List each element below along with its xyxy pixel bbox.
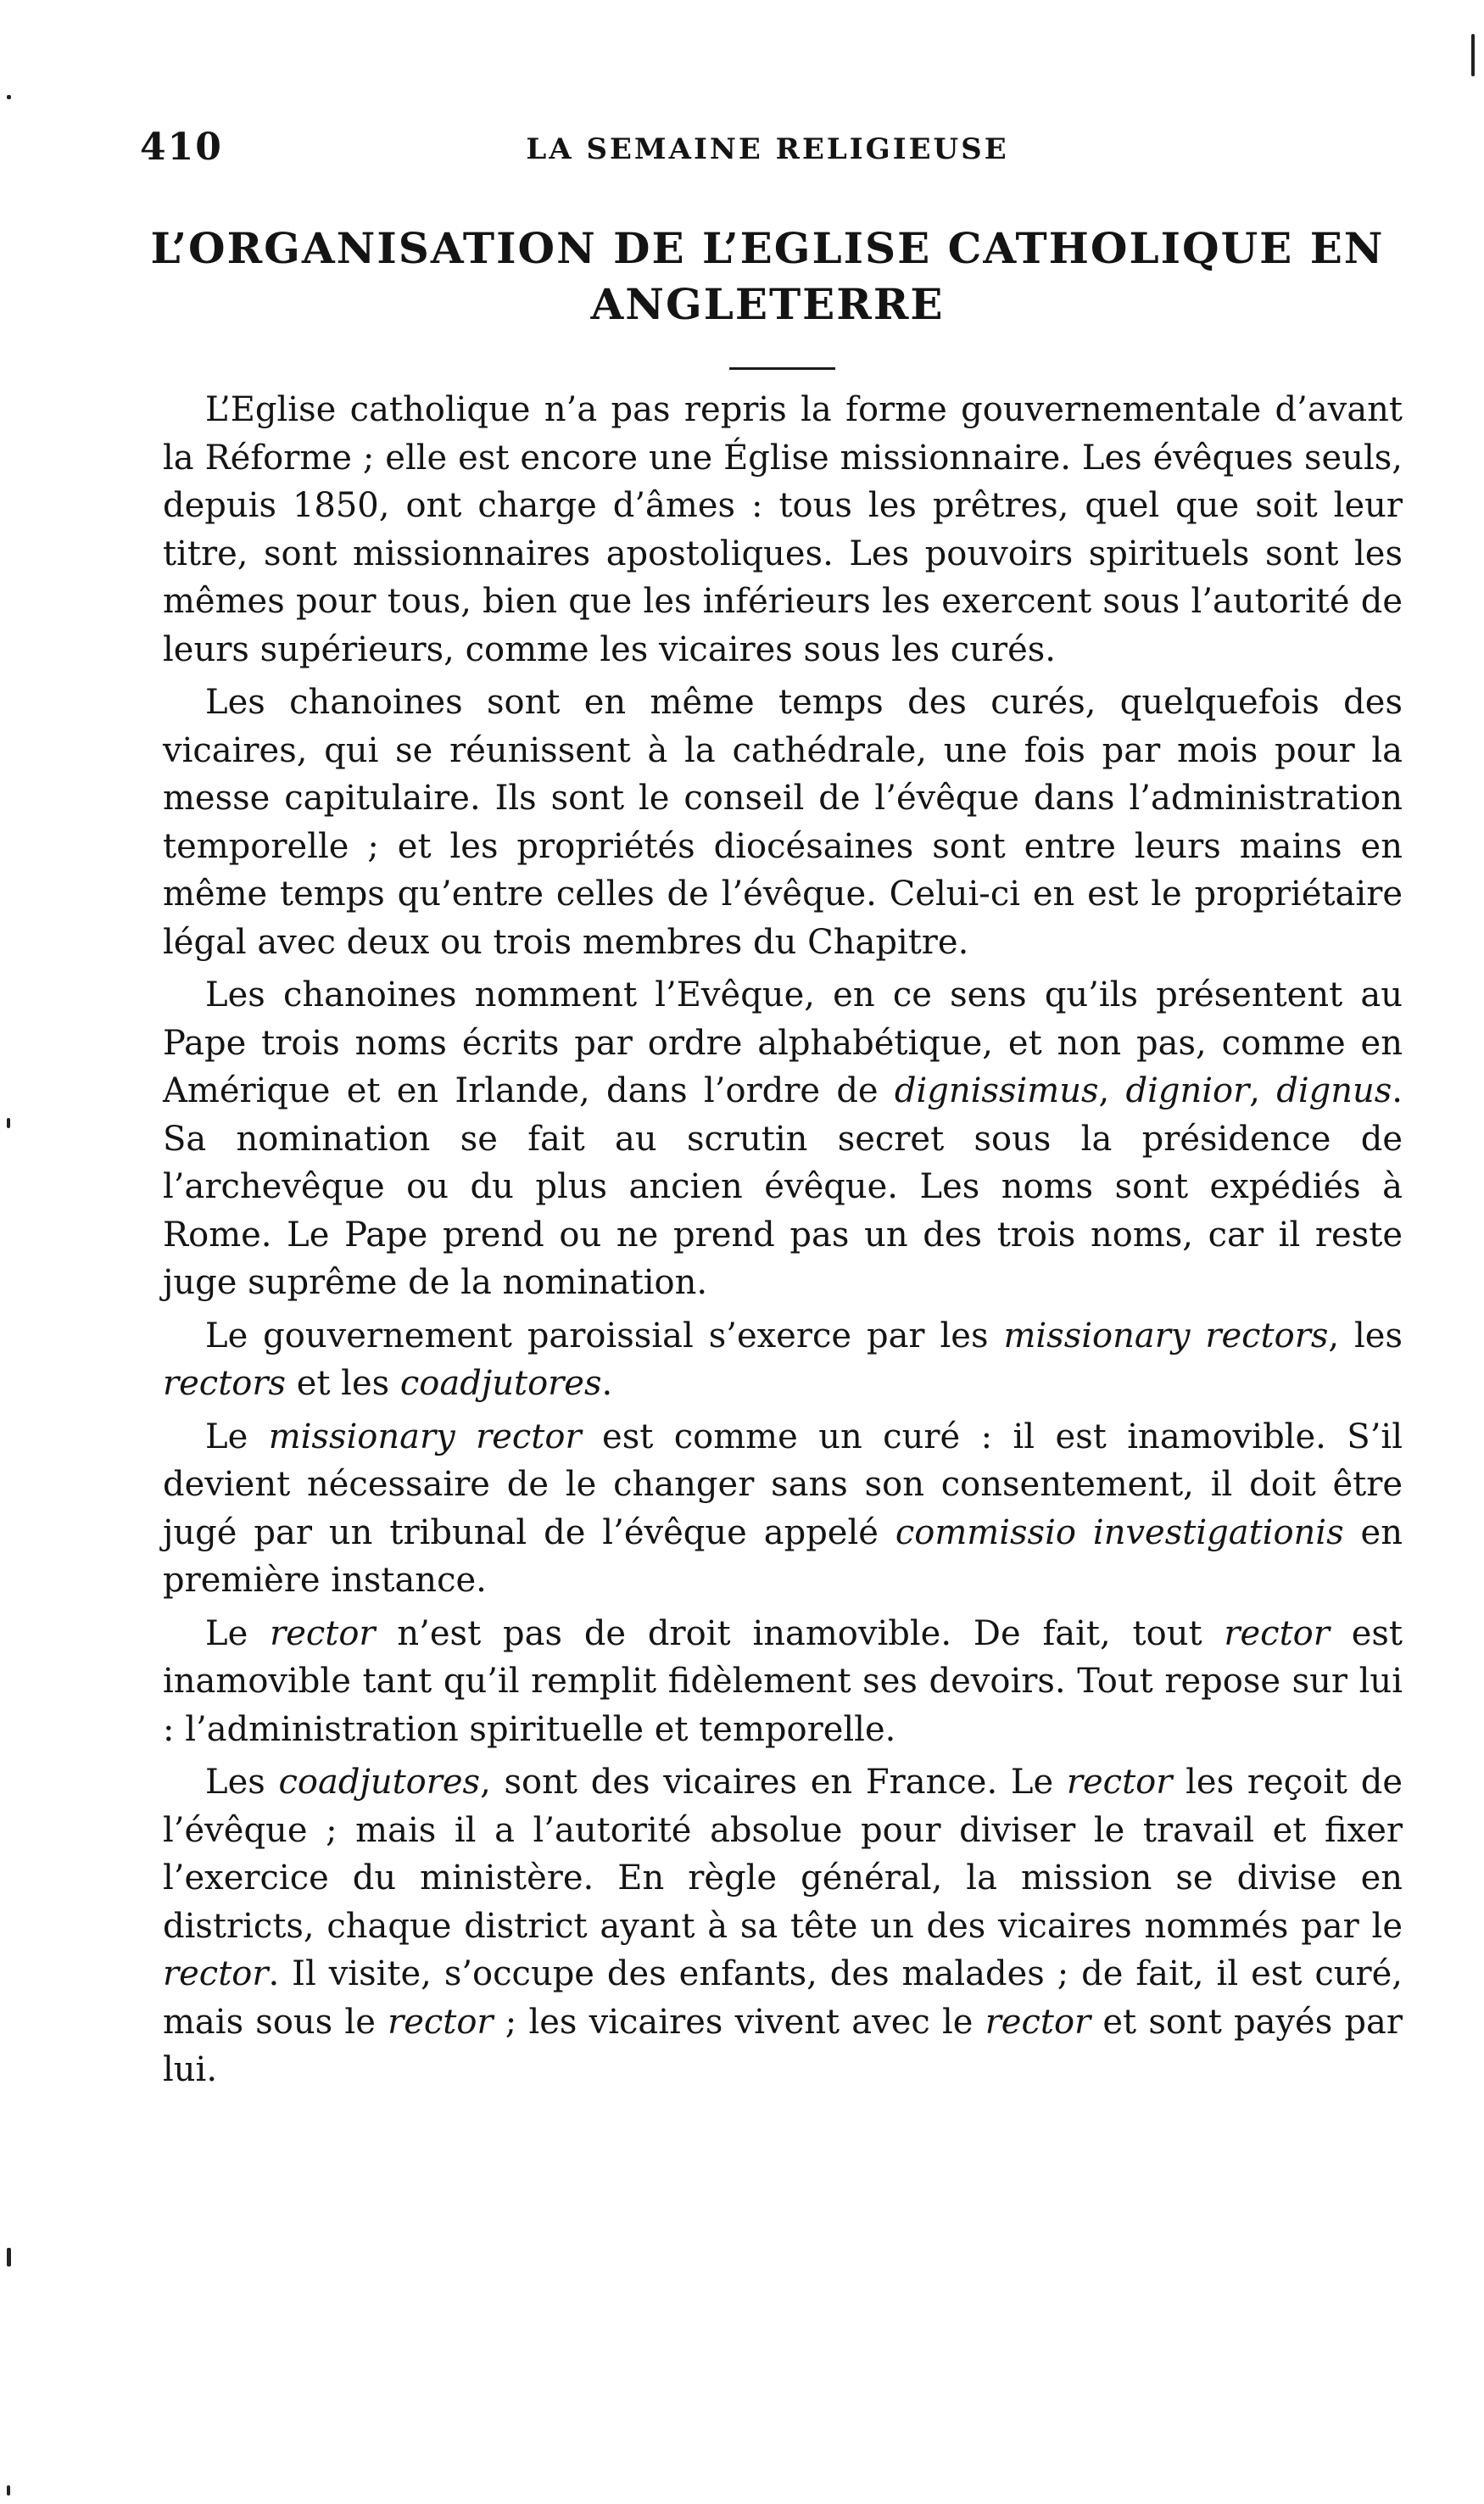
text-run: Les chanoines sont en même temps des curés, quelquefois des vicaires, qui se réunissent à la cathédrale, une fois par mois pour la messe capitulaire. Ils sont le conseil de l’évêque dans l’administration temporelle ; et les propriétés diocésaines sont entre leurs mains en même temps qu’entre celles de l’évêque. Celui-ci en est le propriétaire légal avec deux ou trois membres du Chapitre. — [163, 683, 1403, 962]
text-run: Le gouvernement paroissial s’exerce par les — [205, 1316, 1004, 1355]
italic-term: coadjutores — [278, 1763, 481, 1802]
text-run: et sont payés par lui. — [163, 2002, 1403, 2089]
article-title — [127, 221, 1408, 333]
text-run: Les chanoines nomment l’Evêque, en ce sens qu’ils présentent au Pape trois noms écrits par ordre alphabétique, et non pas, comme en Amérique et en Irlande, dans l’ordre de — [163, 975, 1403, 1110]
text-run: , sont des vicaires en France. Le — [480, 1763, 1067, 1802]
margin-speck — [1471, 34, 1475, 76]
text-run: . — [601, 1364, 613, 1403]
text-run: L’Eglise catholique n’a pas repris la forme gouvernementale d’avant la Réforme ; elle est encore une Église missionnaire. Les évêques seuls, depuis 1850, ont charge d’âmes : tous les prêtres, quel que soit leur titre, sont missionnaires apostoliques. Les pouvoirs spirituels sont les mêmes pour tous, bien que les inférieurs les exercent sous l’autorité de leurs supérieurs, comme les vicaires sous les curés. — [163, 390, 1403, 669]
page-number: 410 — [140, 126, 223, 169]
text-run: Les — [205, 1763, 279, 1802]
paragraph — [163, 1610, 1403, 1754]
italic-term: missionary rector — [268, 1417, 582, 1456]
paragraph — [163, 1758, 1403, 2094]
italic-term: rector — [1224, 1613, 1330, 1653]
text-run: et les — [286, 1364, 400, 1403]
italic-term: rector — [1066, 1763, 1173, 1802]
italic-term: rectors — [163, 1364, 286, 1403]
text-run: Le — [205, 1613, 271, 1653]
italic-term: dignior — [1125, 1071, 1250, 1110]
italic-term: rector — [985, 2002, 1091, 2042]
text-run: n’est pas de droit inamovible. De fait, tout — [375, 1613, 1225, 1653]
text-run: , — [1098, 1071, 1126, 1110]
paragraph — [163, 1413, 1403, 1605]
text-run: est inamovible tant qu’il remplit fidèlement ses devoirs. Tout repose sur lui : l’administration spirituelle et temporelle. — [163, 1613, 1403, 1749]
paragraph — [163, 971, 1403, 1307]
margin-speck — [7, 2485, 10, 2496]
running-title: LA SEMAINE RELIGIEUSE — [526, 132, 1009, 166]
page-header — [140, 126, 1395, 176]
text-run: en première instance. — [163, 1512, 1403, 1600]
article-title-line-1: L’ORGANISATION DE L’EGLISE CATHOLIQUE EN — [150, 223, 1385, 273]
italic-term: rector — [270, 1613, 376, 1653]
text-run: ; les vicaires vivent avec le — [493, 2002, 985, 2042]
italic-term: dignus — [1276, 1071, 1392, 1110]
article-body — [163, 386, 1403, 2099]
text-run: . Sa nomination se fait au scrutin secret sous la présidence de l’archevêque ou du plus ancien évêque. Les noms sont expédiés à Rome. Le Pape prend ou ne prend pas un des trois noms, car il reste juge suprême de la nomination. — [163, 1071, 1403, 1302]
italic-term: missionary rectors — [1003, 1316, 1329, 1355]
margin-speck — [7, 2248, 11, 2266]
article-title-line-2: ANGLETERRE — [590, 279, 945, 329]
italic-term: dignissimus — [894, 1071, 1099, 1110]
margin-speck — [7, 1118, 10, 1128]
paragraph — [163, 1312, 1403, 1408]
title-separator-rule — [729, 367, 835, 370]
text-run: , les — [1328, 1316, 1403, 1355]
text-run: . Il visite, s’occupe des enfants, des malades ; de fait, il est curé, mais sous le — [163, 1954, 1403, 2042]
text-run: est comme un curé : il est inamovible. S’il devient nécessaire de le changer sans son consentement, il doit être jugé par un tribunal de l’évêque appelé — [163, 1417, 1403, 1552]
paragraph — [163, 386, 1403, 674]
italic-term: rector — [388, 2002, 494, 2042]
italic-term: commissio investigationis — [895, 1512, 1344, 1552]
text-run: Le — [205, 1417, 269, 1456]
margin-speck — [7, 95, 11, 99]
text-run: les reçoit de l’évêque ; mais il a l’autorité absolue pour diviser le travail et fixer l’exercice du ministère. En règle général, la mission se divise en districts, chaque district ayant à sa tête un des vicaires nommés par le — [163, 1763, 1403, 1946]
italic-term: coadjutores — [399, 1364, 602, 1403]
text-run: , — [1249, 1071, 1277, 1110]
paragraph — [163, 679, 1403, 966]
italic-term: rector — [163, 1954, 269, 1993]
